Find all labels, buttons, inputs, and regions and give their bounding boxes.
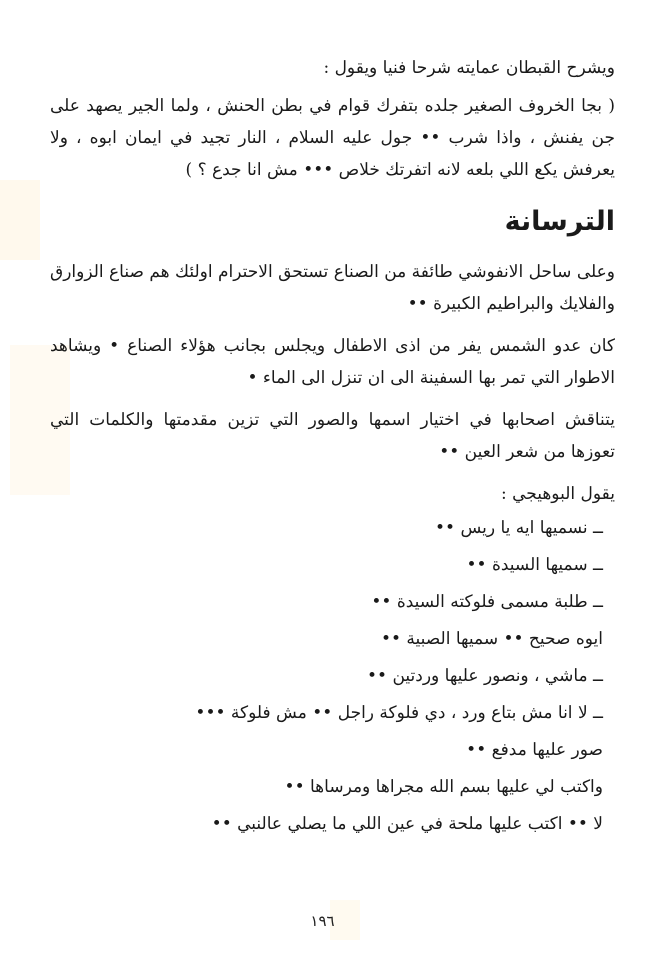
intro-line: ويشرح القبطان عمايته شرحا فنيا ويقول : — [323, 58, 615, 78]
section-heading: الترسانة — [504, 206, 615, 237]
dialogue-line: لا •• اكتب عليها ملحة في عين اللي ما يصلي عالنبي •• — [211, 814, 603, 834]
paragraph: وعلى ساحل الانفوشي طائفة من الصناع تستحق الاحترام اولئك هم صناع الزوارق والفلايك والبراطيم الكبيرة •• — [50, 262, 615, 314]
paragraph: يقول البوهيجي : — [500, 484, 615, 504]
dialogue-line: ايوه صحيح •• سميها الصبية •• — [380, 629, 603, 649]
dialogue-line: صور عليها مدفع •• — [466, 740, 603, 760]
page-number: ١٩٦ — [310, 912, 335, 930]
dialogue-line: ــ لا انا مش بتاع ورد ، دي فلوكة راجل •• مش فلوكة ••• — [195, 703, 603, 723]
paragraph: يتناقش اصحابها في اختيار اسمها والصور التي تزين مقدمتها والكلمات التي تعوزها من شعر العين •• — [50, 410, 615, 462]
dialogue-line: ــ نسميها ايه يا ريس •• — [435, 518, 603, 538]
dialogue-line: ــ سميها السيدة •• — [466, 555, 603, 575]
dialogue-block — [50, 510, 615, 843]
dialogue-line: ــ ماشي ، ونصور عليها وردتين •• — [366, 666, 603, 686]
dialogue-line: ــ طلبة مسمى فلوكته السيدة •• — [371, 592, 603, 612]
paragraph: كان عدو الشمس يفر من اذى الاطفال ويجلس بجانب هؤلاء الصناع • ويشاهد الاطوار التي تمر بها السفينة الى ان تنزل الى الماء • — [50, 336, 615, 388]
page-body — [50, 52, 615, 843]
paper-tint — [0, 180, 40, 260]
dialogue-line: واكتب لي عليها بسم الله مجراها ومرساها •• — [284, 777, 603, 797]
quote-paragraph: ( بجا الخروف الصغير جلده بتفرك قوام في بطن الحنش ، ولما الجير يصهد على جن يفنش ، واذا شرب •• جول عليه السلام ، النار تجيد في ايمان ابوه ، ولا يعرفش يكع اللي بلعه لانه اتفرتك خلاص ••• مش انا جدع ؟ ) — [50, 96, 615, 180]
